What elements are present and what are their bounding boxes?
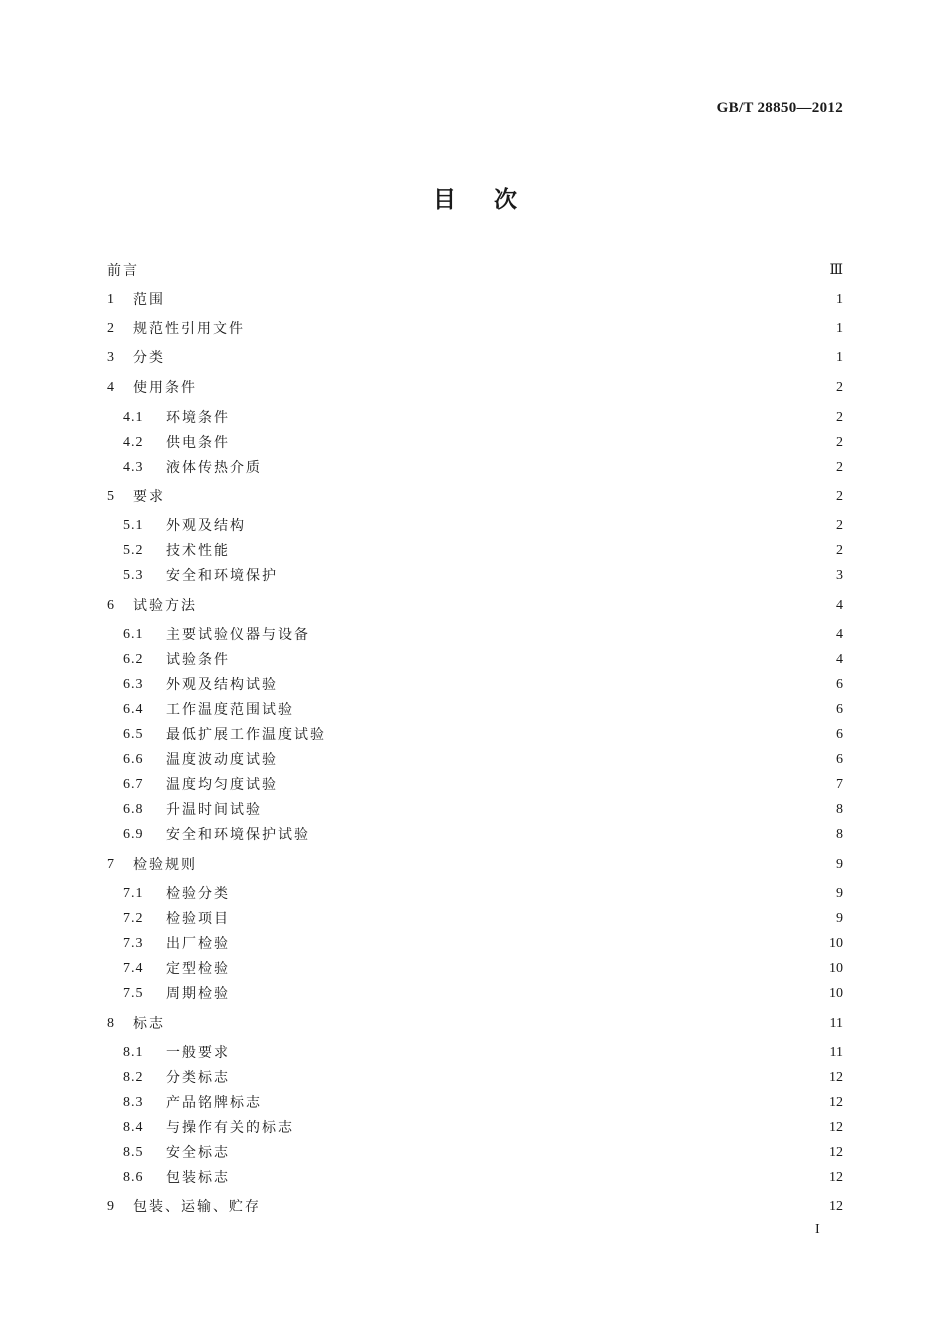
toc-entry[interactable] (123, 1042, 843, 1064)
toc-entry[interactable] (123, 883, 843, 905)
dot-leader (284, 774, 830, 796)
toc-entry-number: 6 (107, 598, 115, 613)
toc-entry-label: 分类标志 (166, 1070, 230, 1086)
dot-leader (300, 699, 830, 721)
toc-entry[interactable] (123, 540, 843, 562)
dot-leader (203, 854, 830, 876)
toc-entry-page: 8 (836, 802, 843, 817)
toc-entry[interactable] (107, 1013, 843, 1035)
toc-entry-page: 3 (836, 568, 843, 583)
dot-leader (300, 1117, 824, 1139)
toc-entry-number: 5.2 (123, 543, 144, 558)
toc-entry-number: 8.5 (123, 1145, 144, 1160)
toc-entry-number: 6.9 (123, 827, 144, 842)
toc-entry-number: 6.7 (123, 777, 144, 792)
toc-entry-number: 3 (107, 350, 115, 365)
toc-entry-page: 6 (836, 727, 843, 742)
toc-entry-number: 7.4 (123, 961, 144, 976)
toc-entry-label: 与操作有关的标志 (166, 1120, 294, 1136)
toc-entry-number: 8.6 (123, 1170, 144, 1185)
toc-entry-page: 9 (836, 911, 843, 926)
toc-entry[interactable] (107, 486, 843, 508)
toc-entry-label: 试验方法 (133, 598, 197, 614)
toc-entry-number: 2 (107, 321, 115, 336)
toc-entry[interactable] (123, 824, 843, 846)
toc-entry-page: 10 (829, 961, 843, 976)
toc-entry-label: 最低扩展工作温度试验 (166, 727, 326, 743)
dot-leader (236, 1142, 824, 1164)
toc-entry-page: 2 (836, 380, 843, 395)
toc-entry-label: 安全和环境保护试验 (166, 827, 310, 843)
toc-entry-number: 8.3 (123, 1095, 144, 1110)
toc-entry-number: 5.1 (123, 518, 144, 533)
toc-entry-label: 安全标志 (166, 1145, 230, 1161)
toc-entry-page: 12 (829, 1145, 843, 1160)
toc-entry[interactable] (123, 774, 843, 796)
toc-entry-number: 7.3 (123, 936, 144, 951)
toc-entry[interactable] (123, 565, 843, 587)
toc-entry-number: 7 (107, 857, 115, 872)
toc-entry-number: 5.3 (123, 568, 144, 583)
toc-entry-page: 2 (836, 518, 843, 533)
toc-entry-label: 产品铭牌标志 (166, 1095, 262, 1111)
toc-entry-label: 工作温度范围试验 (166, 702, 294, 718)
toc-entry-number: 4.3 (123, 460, 144, 475)
toc-entry-label: 检验规则 (133, 857, 197, 873)
toc-entry[interactable] (123, 1142, 843, 1164)
dot-leader (332, 724, 830, 746)
dot-leader (145, 260, 824, 282)
toc-entry[interactable] (123, 407, 843, 429)
toc-entry-number: 6.3 (123, 677, 144, 692)
toc-entry-label: 一般要求 (166, 1045, 230, 1061)
dot-leader (203, 377, 830, 399)
dot-leader (236, 1167, 824, 1189)
toc-entry[interactable] (123, 1092, 843, 1114)
toc-entry-page: Ⅲ (829, 263, 843, 278)
toc-entry[interactable] (123, 457, 843, 479)
toc-entry[interactable] (123, 432, 843, 454)
toc-entry-label: 标志 (133, 1016, 165, 1032)
dot-leader (171, 347, 830, 369)
dot-leader (268, 457, 830, 479)
toc-entry-label: 温度波动度试验 (166, 752, 278, 768)
toc-entry-page: 12 (829, 1095, 843, 1110)
toc-entry[interactable] (123, 933, 843, 955)
toc-entry-number: 8.2 (123, 1070, 144, 1085)
dot-leader (267, 1196, 824, 1218)
toc-entry-page: 7 (836, 777, 843, 792)
toc-entry-number: 5 (107, 489, 115, 504)
dot-leader (268, 799, 830, 821)
toc-entry-page: 12 (829, 1120, 843, 1135)
dot-leader (284, 749, 830, 771)
toc-entry[interactable] (123, 1117, 843, 1139)
dot-leader (236, 908, 830, 930)
toc-entry-number: 1 (107, 292, 115, 307)
toc-entry-label: 供电条件 (166, 435, 230, 451)
toc-entry-page: 2 (836, 543, 843, 558)
toc-entry-label: 环境条件 (166, 410, 230, 426)
toc-entry[interactable] (107, 1196, 843, 1218)
toc-entry-page: 6 (836, 752, 843, 767)
toc-entry[interactable] (123, 799, 843, 821)
toc-entry-label: 液体传热介质 (166, 460, 262, 476)
toc-entry-number: 7.1 (123, 886, 144, 901)
toc-entry[interactable] (123, 983, 843, 1005)
toc-entry-label: 外观及结构试验 (166, 677, 278, 693)
dot-leader (203, 595, 830, 617)
toc-entry-number: 4.2 (123, 435, 144, 450)
toc-entry-page: 12 (829, 1170, 843, 1185)
toc-entry-label: 使用条件 (133, 380, 197, 396)
toc-entry-label: 规范性引用文件 (133, 321, 245, 337)
toc-entry-page: 4 (836, 652, 843, 667)
dot-leader (268, 1092, 824, 1114)
toc-entry[interactable] (107, 318, 843, 340)
toc-entry-number: 6.5 (123, 727, 144, 742)
dot-leader (236, 958, 824, 980)
toc-entry-label: 试验条件 (166, 652, 230, 668)
dot-leader (171, 486, 830, 508)
dot-leader (171, 289, 830, 311)
toc-entry-number: 4 (107, 380, 115, 395)
toc-entry-label: 主要试验仪器与设备 (166, 627, 310, 643)
toc-entry-label: 分类 (133, 350, 165, 366)
toc-entry-page: 8 (836, 827, 843, 842)
dot-leader (284, 565, 830, 587)
toc-entry-page: 4 (836, 598, 843, 613)
toc-entry-number: 6.6 (123, 752, 144, 767)
toc-entry[interactable] (107, 260, 843, 282)
toc-entry[interactable] (107, 289, 843, 311)
toc-entry-page: 6 (836, 702, 843, 717)
toc-entry[interactable] (107, 347, 843, 369)
toc-entry-number: 4.1 (123, 410, 144, 425)
toc-entry-label: 温度均匀度试验 (166, 777, 278, 793)
standard-number: GB/T 28850—2012 (716, 100, 843, 116)
toc-entry-page: 2 (836, 460, 843, 475)
toc-entry-number: 7.2 (123, 911, 144, 926)
dot-leader (236, 649, 830, 671)
toc-entry-page: 6 (836, 677, 843, 692)
dot-leader (236, 540, 830, 562)
toc-entry-label: 安全和环境保护 (166, 568, 278, 584)
toc-entry-label: 检验项目 (166, 911, 230, 927)
dot-leader (236, 983, 824, 1005)
toc-entry-page: 2 (836, 489, 843, 504)
dot-leader (236, 407, 830, 429)
toc-entry[interactable] (123, 649, 843, 671)
toc-entry-page: 1 (836, 350, 843, 365)
toc-entry-label: 技术性能 (166, 543, 230, 559)
toc-entry-number: 9 (107, 1199, 115, 1214)
toc-entry-label: 周期检验 (166, 986, 230, 1002)
dot-leader (236, 883, 830, 905)
toc-entry-label: 检验分类 (166, 886, 230, 902)
toc-entry-label: 前言 (107, 263, 139, 279)
toc-entry[interactable] (123, 515, 843, 537)
toc-entry-number: 8 (107, 1016, 115, 1031)
toc-entry[interactable] (123, 1067, 843, 1089)
toc-entry[interactable] (123, 699, 843, 721)
toc-entry-page: 12 (829, 1199, 843, 1214)
toc-entry-page: 1 (836, 292, 843, 307)
toc-entry-label: 范围 (133, 292, 165, 308)
toc-entry[interactable] (123, 624, 843, 646)
dot-leader (316, 824, 830, 846)
page-number-footer: I (815, 1222, 820, 1237)
toc-entry-page: 11 (829, 1045, 843, 1060)
toc-entry-number: 7.5 (123, 986, 144, 1001)
toc-entry-label: 要求 (133, 489, 165, 505)
toc-entry-page: 1 (836, 321, 843, 336)
toc-entry-number: 6.8 (123, 802, 144, 817)
toc-entry[interactable] (123, 724, 843, 746)
page-title: 目次 (433, 187, 555, 213)
dot-leader (236, 432, 830, 454)
toc-entry-page: 9 (836, 886, 843, 901)
toc-entry-page: 11 (829, 1016, 843, 1031)
toc-entry-label: 外观及结构 (166, 518, 246, 534)
dot-leader (252, 515, 830, 537)
toc-entry[interactable] (123, 749, 843, 771)
toc-entry-page: 10 (829, 986, 843, 1001)
dot-leader (284, 674, 830, 696)
toc-entry-number: 8.1 (123, 1045, 144, 1060)
toc-entry-number: 8.4 (123, 1120, 144, 1135)
toc-entry-page: 9 (836, 857, 843, 872)
toc-entry[interactable] (107, 854, 843, 876)
dot-leader (171, 1013, 825, 1035)
toc-entry[interactable] (107, 595, 843, 617)
toc-entry[interactable] (123, 958, 843, 980)
toc-entry-label: 升温时间试验 (166, 802, 262, 818)
toc-entry-label: 包装标志 (166, 1170, 230, 1186)
toc-entry-page: 2 (836, 410, 843, 425)
toc-entry-number: 6.4 (123, 702, 144, 717)
toc-entry-label: 包装、运输、贮存 (133, 1199, 261, 1215)
toc-entry-page: 10 (829, 936, 843, 951)
toc-entry-label: 定型检验 (166, 961, 230, 977)
toc-entry[interactable] (123, 1167, 843, 1189)
dot-leader (236, 933, 824, 955)
dot-leader (236, 1042, 825, 1064)
toc-entry-page: 12 (829, 1070, 843, 1085)
toc-entry-label: 出厂检验 (166, 936, 230, 952)
toc-entry[interactable] (107, 377, 843, 399)
toc-entry-number: 6.1 (123, 627, 144, 642)
toc-entry[interactable] (123, 908, 843, 930)
dot-leader (316, 624, 830, 646)
dot-leader (251, 318, 830, 340)
toc-entry-page: 2 (836, 435, 843, 450)
dot-leader (236, 1067, 824, 1089)
toc-entry-page: 4 (836, 627, 843, 642)
toc-entry[interactable] (123, 674, 843, 696)
toc-entry-number: 6.2 (123, 652, 144, 667)
